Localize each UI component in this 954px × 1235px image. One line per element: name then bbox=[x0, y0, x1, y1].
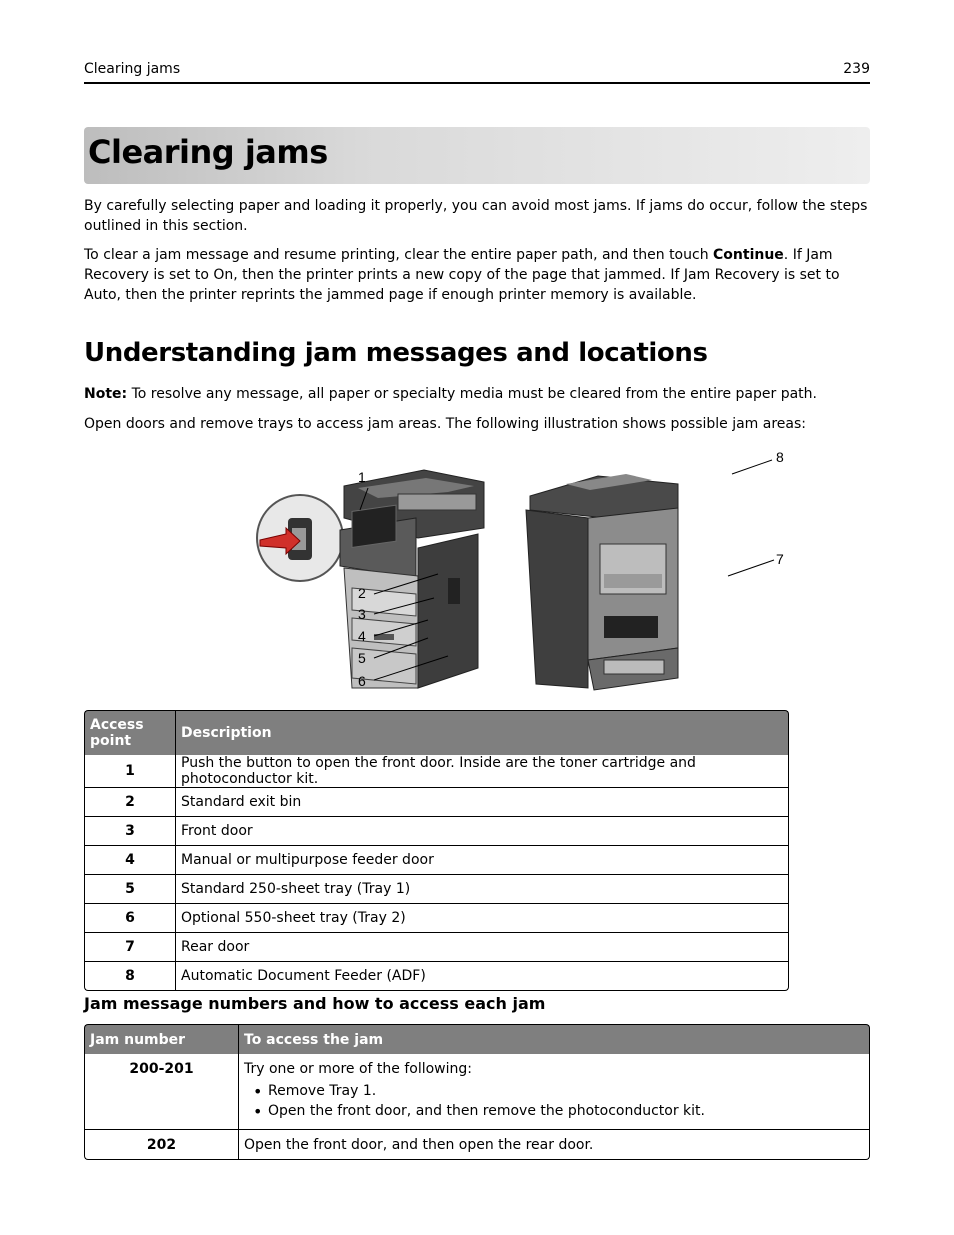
note-label: Note: bbox=[84, 386, 128, 402]
table-row bbox=[84, 962, 789, 991]
callout-2: 2 bbox=[358, 585, 366, 601]
table-row bbox=[84, 1054, 870, 1130]
running-header bbox=[84, 60, 870, 84]
access-point-description: Push the button to open the front door. Inside are the toner cartridge and photoconductor kit. bbox=[175, 755, 789, 788]
callout-6: 6 bbox=[358, 673, 366, 689]
access-point-table bbox=[84, 710, 789, 991]
table-row bbox=[84, 904, 789, 933]
table-row bbox=[84, 817, 789, 846]
callout-7: 7 bbox=[776, 551, 784, 567]
page-title: Clearing jams bbox=[88, 133, 328, 171]
jam-access-text: Try one or more of the following: bbox=[244, 1061, 472, 1077]
header-section: Clearing jams bbox=[84, 61, 181, 77]
access-point-number: 3 bbox=[84, 817, 175, 846]
table-row bbox=[84, 875, 789, 904]
access-point-description: Rear door bbox=[175, 933, 789, 962]
jam-number: 200-201 bbox=[84, 1054, 238, 1130]
callout-1: 1 bbox=[358, 469, 366, 485]
callout-8: 8 bbox=[776, 449, 784, 465]
access-point-description: Standard 250-sheet tray (Tray 1) bbox=[175, 875, 789, 904]
access-point-number: 7 bbox=[84, 933, 175, 962]
access-point-number: 5 bbox=[84, 875, 175, 904]
access-point-description: Front door bbox=[175, 817, 789, 846]
access-point-description: Optional 550-sheet tray (Tray 2) bbox=[175, 904, 789, 933]
list-item: • Remove Tray 1. bbox=[268, 1083, 864, 1099]
access-point-number: 4 bbox=[84, 846, 175, 875]
column-header-description: Description bbox=[175, 710, 789, 755]
access-point-number: 1 bbox=[84, 755, 175, 788]
jam-access-steps bbox=[238, 1054, 870, 1130]
jam-number: 202 bbox=[84, 1130, 238, 1160]
printer-jam-areas-illustration bbox=[248, 448, 784, 696]
column-header-access-point: Access point bbox=[84, 710, 175, 755]
table-row bbox=[84, 1130, 870, 1160]
access-point-description: Automatic Document Feeder (ADF) bbox=[175, 962, 789, 991]
callout-4: 4 bbox=[358, 628, 366, 644]
access-point-number: 2 bbox=[84, 788, 175, 817]
access-point-description: Standard exit bin bbox=[175, 788, 789, 817]
jam-numbers-subheading: Jam message numbers and how to access each jam bbox=[84, 994, 546, 1013]
access-point-description: Manual or multipurpose feeder door bbox=[175, 846, 789, 875]
jam-access-text: Open the front door, and then open the rear door. bbox=[238, 1130, 870, 1160]
callout-3: 3 bbox=[358, 606, 366, 622]
note-paragraph: Note: To resolve any message, all paper or specialty media must be cleared from the entire paper path. bbox=[84, 386, 817, 402]
table-row bbox=[84, 788, 789, 817]
intro-paragraph-2: To clear a jam message and resume printing, clear the entire paper path, and then touch Continue. If Jam Recovery is set to On, then the printer prints a new copy of the page that jammed. If Jam Recovery is set to Auto, then the printer reprints the jammed page if enough printer memory is available. bbox=[84, 247, 840, 303]
access-point-number: 6 bbox=[84, 904, 175, 933]
table-row bbox=[84, 755, 789, 788]
illustration-intro: Open doors and remove trays to access jam areas. The following illustration shows possible jam areas: bbox=[84, 416, 807, 432]
table-row bbox=[84, 846, 789, 875]
title-banner bbox=[84, 127, 870, 184]
callout-5: 5 bbox=[358, 650, 366, 666]
table-row bbox=[84, 933, 789, 962]
intro-paragraph-1: By carefully selecting paper and loading it properly, you can avoid most jams. If jams do occur, follow the steps outlined in this section. bbox=[84, 198, 868, 234]
section-heading: Understanding jam messages and locations bbox=[84, 338, 708, 368]
jam-access-list bbox=[244, 1083, 864, 1119]
column-header-to-access: To access the jam bbox=[238, 1024, 870, 1054]
column-header-jam-number: Jam number bbox=[84, 1024, 238, 1054]
page-number: 239 bbox=[843, 61, 870, 77]
continue-term: Continue bbox=[713, 247, 784, 263]
access-point-number: 8 bbox=[84, 962, 175, 991]
jam-number-table bbox=[84, 1024, 870, 1160]
list-item: • Open the front door, and then remove the photoconductor kit. bbox=[268, 1103, 864, 1119]
